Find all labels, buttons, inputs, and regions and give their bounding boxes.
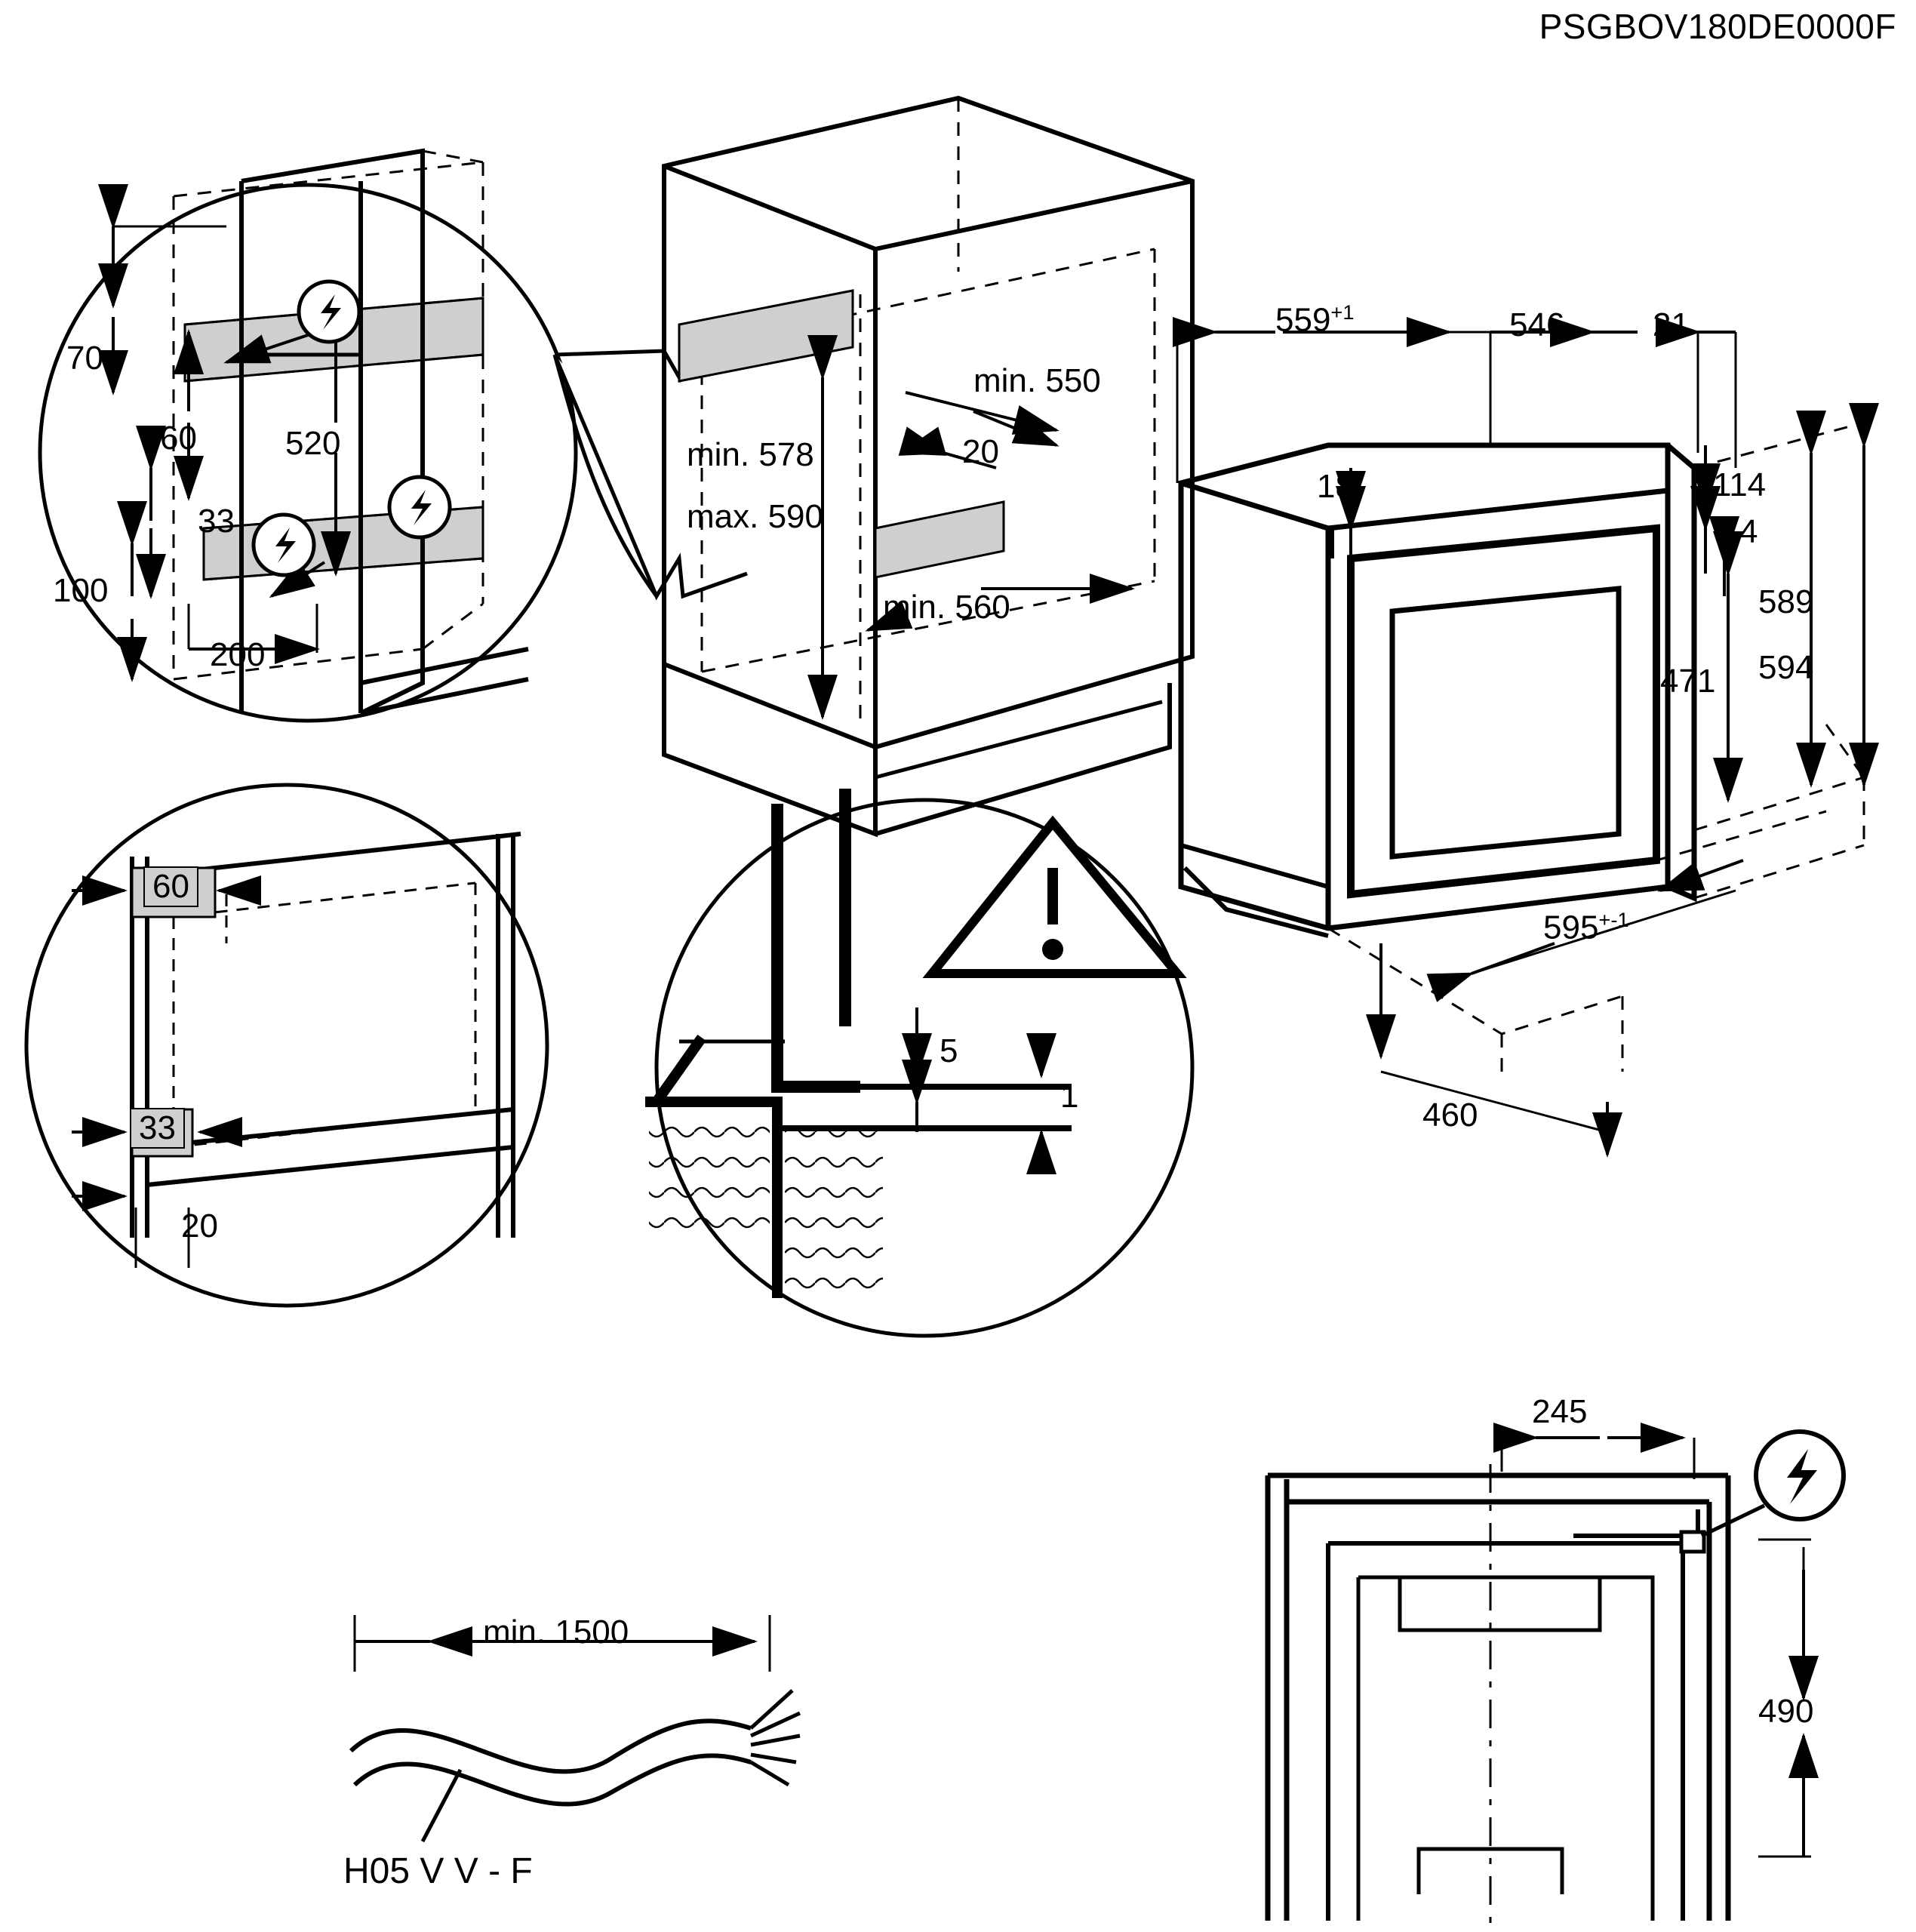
dim-70: 70: [66, 340, 103, 377]
dim-rear-20: 20: [181, 1208, 218, 1244]
dim-min-1500: min. 1500: [483, 1614, 629, 1651]
dim-490: 490: [1758, 1693, 1814, 1730]
dim-520: 520: [285, 425, 341, 462]
dim-471: 471: [1660, 663, 1716, 700]
dim-589: 589: [1758, 583, 1814, 620]
dim-460: 460: [1422, 1097, 1478, 1134]
dim-114: 114: [1713, 466, 1767, 503]
dim-200: 200: [210, 636, 266, 673]
dim-20-cabinet: 20: [962, 433, 999, 470]
dim-18: 18: [1317, 468, 1354, 505]
dim-245: 245: [1532, 1393, 1588, 1430]
dim-60: 60: [160, 420, 197, 457]
dim-5: 5: [940, 1032, 958, 1069]
dim-min-560: min. 560: [883, 589, 1010, 626]
dim-1: 1: [1060, 1078, 1079, 1115]
dim-rear-33: 33: [130, 1108, 185, 1149]
dim-594: 594: [1758, 649, 1814, 686]
cable-type-label: H05 V V - F: [343, 1851, 533, 1891]
dim-4: 4: [1739, 513, 1758, 550]
dim-rear-60: 60: [143, 866, 198, 907]
dim-595: $595^{+-1}$: [1543, 908, 1629, 946]
dim-100: 100: [53, 572, 109, 609]
dim-559: $559^{+1}$: [1275, 300, 1355, 339]
dim-546: 546: [1509, 306, 1565, 343]
dim-21: 21: [1653, 306, 1690, 343]
dim-33: 33: [198, 503, 235, 540]
dim-min-578: min. 578: [687, 436, 814, 473]
dim-max-590: max. 590: [687, 498, 823, 535]
dim-min-550: min. 550: [973, 362, 1101, 399]
document-code: PSGBOV180DE0000F: [1539, 7, 1896, 46]
